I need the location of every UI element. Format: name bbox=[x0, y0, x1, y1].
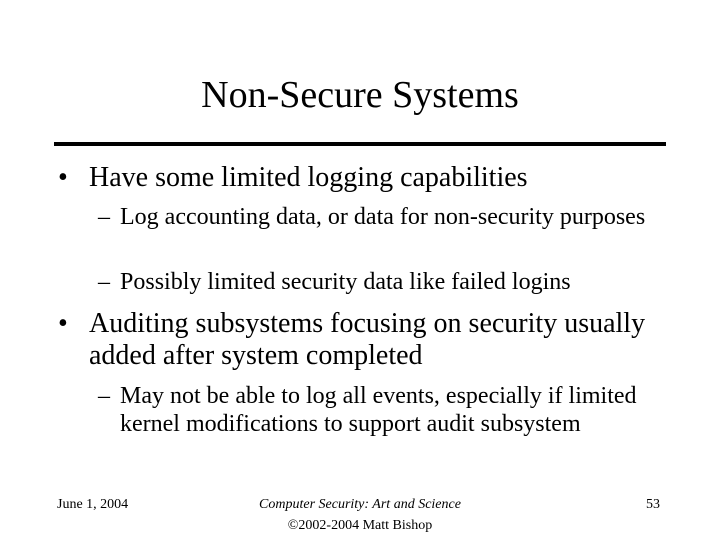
slide-title: Non-Secure Systems bbox=[201, 74, 519, 116]
footer-copyright: ©2002-2004 Matt Bishop bbox=[287, 518, 433, 533]
sub-bullet-marker: – bbox=[98, 204, 110, 230]
bullet-marker: • bbox=[58, 162, 68, 193]
bullet-text: Have some limited logging capabilities bbox=[89, 162, 528, 193]
sub-bullet-text: Log accounting data, or data for non-security purposes bbox=[120, 204, 646, 230]
footer-page-number: 53 bbox=[646, 497, 660, 512]
title-divider bbox=[54, 142, 666, 146]
footer-book-title: Computer Security: Art and Science bbox=[259, 497, 461, 512]
sub-bullet-marker: – bbox=[98, 269, 110, 295]
sub-bullet-text: May not be able to log all events, especially if limited kernel modifications to support audit subsystem bbox=[120, 383, 637, 437]
bullet-marker: • bbox=[58, 308, 68, 339]
sub-bullet-text: Possibly limited security data like failed logins bbox=[120, 269, 571, 295]
bullet-text: Auditing subsystems focusing on security usually added after system completed bbox=[89, 308, 646, 371]
footer-date: June 1, 2004 bbox=[57, 497, 129, 512]
sub-bullet-marker: – bbox=[98, 383, 110, 409]
footer-credits bbox=[200, 494, 520, 536]
